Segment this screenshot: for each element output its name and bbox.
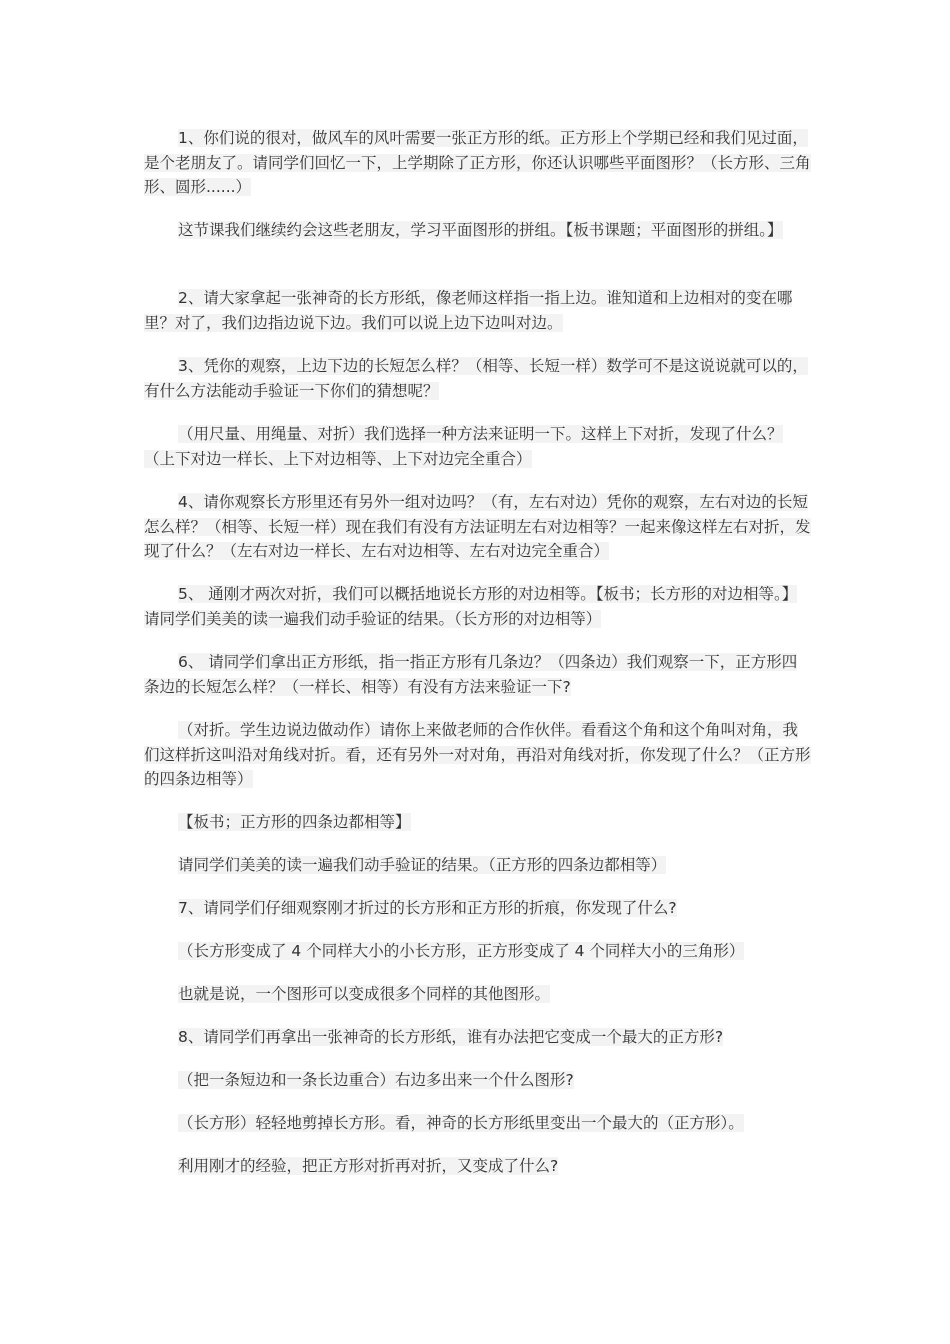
paragraph-1: 1、你们说的很对，做风车的风叶需要一张正方形的纸。正方形上个学期已经和我们见过面，是个老朋友了。请同学们回忆一下，上学期除了正方形，你还认识哪些平面图形？（长方形、三角形、圆形......） (144, 129, 811, 196)
paragraph-9: （对折。学生边说边做动作）请你上来做老师的合作伙伴。看看这个角和这个角叫对角，我们这样折这叫沿对角线对折。看，还有另外一对对角，再沿对角线对折，你发现了什么？（正方形的四条边相等） (144, 721, 811, 788)
paragraph-7: 5、 通刚才两次对折，我们可以概括地说长方形的对边相等。【板书；长方形的对边相等。】请同学们美美的读一遍我们动手验证的结果。（长方形的对边相等） (144, 585, 798, 628)
paragraph-15: 8、请同学们再拿出一张神奇的长方形纸，谁有办法把它变成一个最大的正方形? (178, 1028, 724, 1046)
paragraph-13: （长方形变成了 4 个同样大小的小长方形，正方形变成了 4 个同样大小的三角形） (178, 942, 745, 960)
paragraph-14: 也就是说，一个图形可以变成很多个同样的其他图形。 (178, 985, 551, 1003)
paragraph-11: 请同学们美美的读一遍我们动手验证的结果。（正方形的四条边都相等） (178, 856, 667, 874)
paragraph-17: （长方形）轻轻地剪掉长方形。看，神奇的长方形纸里变出一个最大的（正方形）。 (178, 1114, 744, 1132)
paragraph-12: 7、请同学们仔细观察刚才折过的长方形和正方形的折痕，你发现了什么? (178, 899, 677, 917)
paragraph-6: 4、请你观察长方形里还有另外一组对边吗？（有，左右对边）凭你的观察，左右对边的长短怎么样？（相等、长短一样）现在我们有没有方法证明左右对边相等？一起来像这样左右对折，发现了什么？（左右对边一样长、左右对边相等、左右对边完全重合） (144, 493, 811, 560)
paragraph-3: 2、请大家拿起一张神奇的长方形纸，像老师这样指一指上边。谁知道和上边相对的变在哪里？对了，我们边指边说下边。我们可以说上边下边叫对边。 (144, 289, 793, 332)
paragraph-4: 3、凭你的观察，上边下边的长短怎么样？（相等、长短一样）数学可不是这说说就可以的，有什么方法能动手验证一下你们的猜想呢？ (144, 357, 808, 400)
paragraph-8: 6、 请同学们拿出正方形纸，指一指正方形有几条边？（四条边）我们观察一下，正方形四条边的长短怎么样？（一样长、相等）有没有方法来验证一下? (144, 653, 798, 696)
paragraph-10: 【板书；正方形的四条边都相等】 (178, 813, 411, 831)
paragraph-16: （把一条短边和一条长边重合）右边多出来一个什么图形? (178, 1071, 574, 1089)
paragraph-2: 这节课我们继续约会这些老朋友，学习平面图形的拼组。【板书课题；平面图形的拼组。】 (178, 221, 783, 239)
paragraph-5: （用尺量、用绳量、对折）我们选择一种方法来证明一下。这样上下对折，发现了什么？（上下对边一样长、上下对边相等、上下对边完全重合） (144, 425, 783, 468)
paragraph-18: 利用刚才的经验，把正方形对折再对折，又变成了什么? (178, 1157, 559, 1175)
